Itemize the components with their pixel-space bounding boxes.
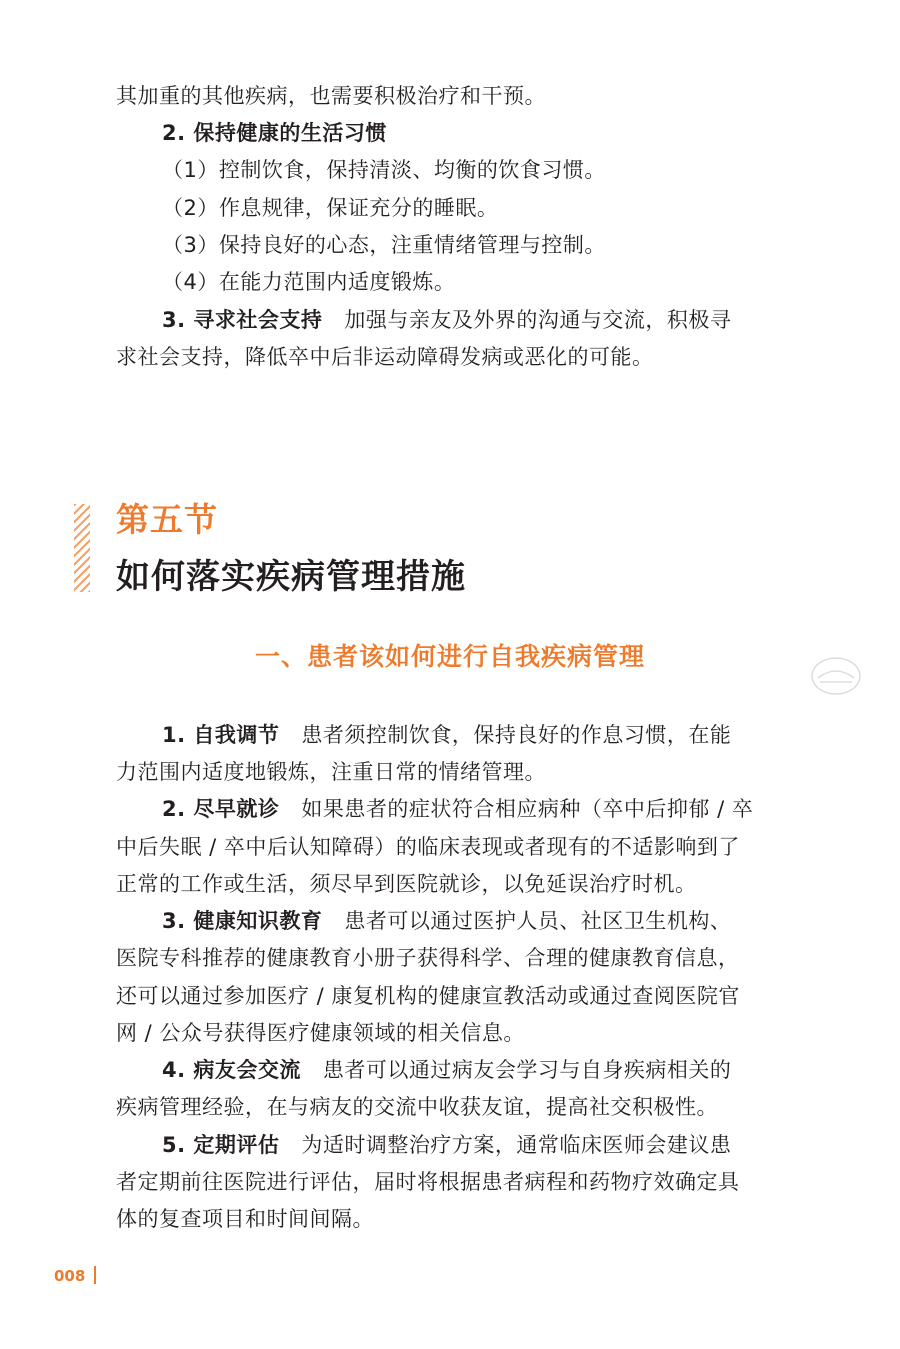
item-text: 如果患者的症状符合相应病种（卒中后抑郁 / 卒 bbox=[301, 797, 754, 821]
paragraph-line: 网 / 公众号获得医疗健康领域的相关信息。 bbox=[116, 1021, 525, 1045]
subheading: 一、患者该如何进行自我疾病管理 bbox=[254, 642, 645, 671]
paragraph-line bbox=[162, 306, 786, 334]
item-heading: 3. 寻求社会支持 bbox=[162, 308, 323, 332]
page-number: 008 bbox=[54, 1267, 86, 1285]
item-heading: 4. 病友会交流 bbox=[162, 1058, 301, 1082]
item-text: 患者可以通过病友会学习与自身疾病相关的 bbox=[322, 1058, 732, 1082]
publisher-logo-icon bbox=[810, 656, 862, 696]
section-label: 第五节 bbox=[116, 500, 218, 539]
paragraph-line bbox=[162, 1131, 786, 1159]
section-title: 如何落实疾病管理措施 bbox=[116, 557, 466, 597]
paragraph-line: 疾病管理经验，在与病友的交流中收获友谊，提高社交积极性。 bbox=[116, 1095, 718, 1119]
paragraph-line: 体的复查项目和时间间隔。 bbox=[116, 1207, 374, 1231]
item-heading: 2. 尽早就诊 bbox=[162, 797, 280, 821]
item-text: 为适时调整治疗方案，通常临床医师会建议患 bbox=[301, 1133, 732, 1157]
paragraph-line bbox=[162, 795, 786, 823]
paragraph-line: 医院专科推荐的健康教育小册子获得科学、合理的健康教育信息， bbox=[116, 946, 740, 970]
paragraph-line bbox=[162, 907, 786, 935]
item-heading: 2. 保持健康的生活习惯 bbox=[162, 121, 387, 145]
paragraph-line: 中后失眠 / 卒中后认知障碍）的临床表现或者现有的不适影响到了 bbox=[116, 835, 740, 859]
paragraph-line bbox=[162, 721, 786, 749]
item-heading: 1. 自我调节 bbox=[162, 723, 280, 747]
item-text: 加强与亲友及外界的沟通与交流，积极寻 bbox=[344, 308, 732, 332]
item-text: 患者须控制饮食，保持良好的作息习惯，在能 bbox=[301, 723, 732, 747]
paragraph-line: 力范围内适度地锻炼，注重日常的情绪管理。 bbox=[116, 760, 546, 784]
paragraph-line: 正常的工作或生活，须尽早到医院就诊，以免延误治疗时机。 bbox=[116, 872, 697, 896]
list-item: （2）作息规律，保证充分的睡眠。 bbox=[162, 196, 499, 220]
item-heading: 3. 健康知识教育 bbox=[162, 909, 323, 933]
item-heading: 5. 定期评估 bbox=[162, 1133, 280, 1157]
list-item: （4）在能力范围内适度锻炼。 bbox=[162, 270, 456, 294]
list-item: （1）控制饮食，保持清淡、均衡的饮食习惯。 bbox=[162, 158, 606, 182]
paragraph-line: 还可以通过参加医疗 / 康复机构的健康宣教活动或通过查阅医院官 bbox=[116, 984, 740, 1008]
paragraph-line: 求社会支持，降低卒中后非运动障碍发病或恶化的可能。 bbox=[116, 345, 654, 369]
paragraph-line: 其加重的其他疾病，也需要积极治疗和干预。 bbox=[116, 84, 546, 108]
paragraph-line: 者定期前往医院进行评估，届时将根据患者病程和药物疗效确定具 bbox=[116, 1170, 740, 1194]
page-number-divider bbox=[94, 1266, 96, 1284]
paragraph-line bbox=[162, 1056, 786, 1084]
item-text: 患者可以通过医护人员、社区卫生机构、 bbox=[344, 909, 732, 933]
diagonal-stripes-icon bbox=[74, 504, 90, 592]
list-item: （3）保持良好的心态，注重情绪管理与控制。 bbox=[162, 233, 606, 257]
